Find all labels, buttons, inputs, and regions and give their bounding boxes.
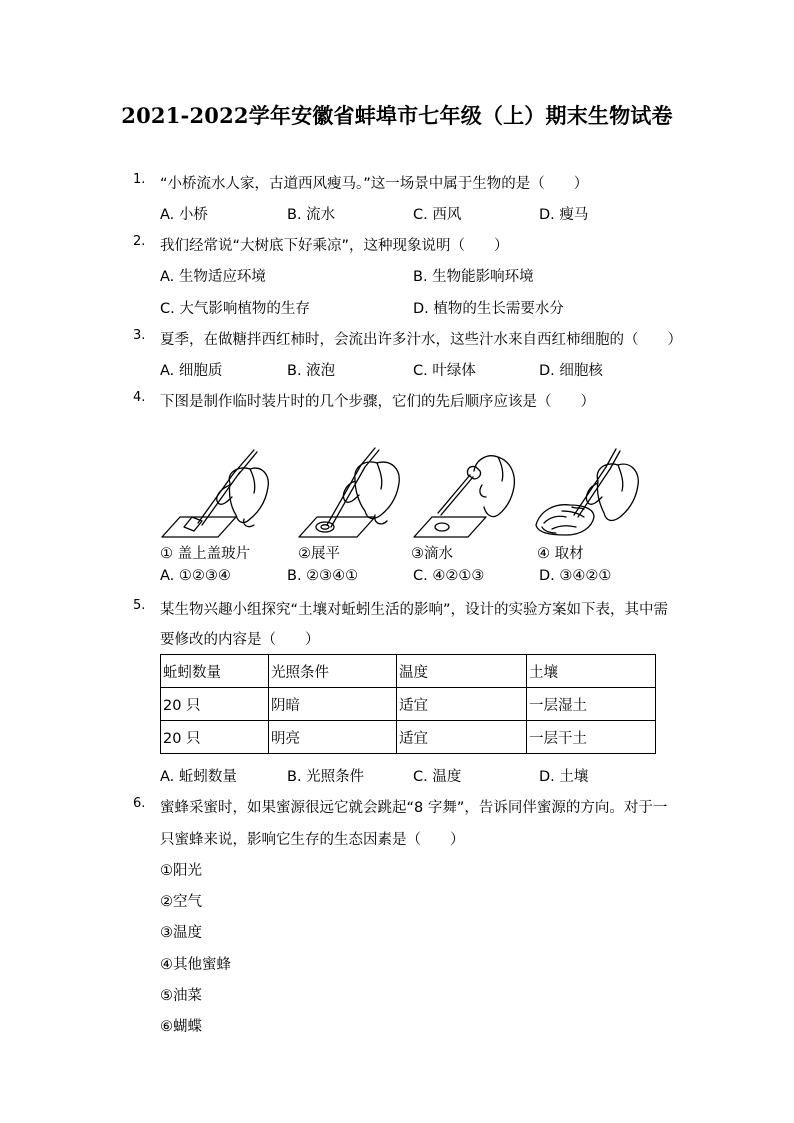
question-number: 1. [133, 172, 146, 187]
option-a: A. 生物适应环境 [160, 269, 266, 285]
factor-item: ①阳光 [160, 863, 202, 879]
question-text: 夏季，在做糖拌西红柿时，会流出许多汁水，这些汁水来自西红柿细胞的（ ） [160, 332, 682, 348]
header-cell: 土壤 [527, 655, 656, 688]
option-d: D. 土壤 [539, 769, 589, 785]
question-text-line-2: 要修改的内容是（ ） [160, 632, 320, 648]
factor-item: ⑤油菜 [160, 988, 202, 1004]
header-cell: 光照条件 [269, 655, 397, 688]
option-d: D. ③④②① [539, 568, 612, 584]
option-a: A. 蚯蚓数量 [160, 769, 237, 785]
factor-item: ④其他蜜蜂 [160, 957, 231, 973]
table-cell: 20 只 [161, 721, 269, 754]
option-c: C. 大气影响植物的生存 [160, 301, 310, 317]
table-cell: 20 只 [161, 688, 269, 721]
option-c: C. 西风 [413, 207, 462, 223]
experiment-table [160, 654, 656, 754]
option-c: C. 温度 [413, 769, 462, 785]
question-number: 6. [133, 796, 146, 811]
option-a: A. ①②③④ [160, 568, 231, 584]
question-text-line-2: 只蜜蜂来说，影响它生存的生态因素是（ ） [160, 832, 465, 848]
table-cell: 一层干土 [527, 721, 656, 754]
water-drop-illustration [410, 445, 525, 540]
take-material-illustration [532, 445, 647, 540]
option-b: B. 流水 [287, 207, 336, 223]
question-text: “小桥流水人家，古道西风瘦马。”这一场景中属于生物的是（ ） [160, 176, 589, 192]
table-cell: 阴暗 [269, 688, 397, 721]
question-number: 3. [133, 328, 146, 343]
option-b: B. 液泡 [287, 363, 336, 379]
question-text: 我们经常说“大树底下好乘凉”，这种现象说明（ ） [160, 238, 509, 254]
option-b: B. 生物能影响环境 [413, 269, 534, 285]
table-cell: 适宜 [397, 721, 527, 754]
option-a: A. 小桥 [160, 207, 208, 223]
option-d: D. 瘦马 [539, 207, 589, 223]
question-text-line-1: 蜜蜂采蜜时，如果蜜源很远它就会跳起“8 字舞”，告诉同伴蜜源的方向。对于一 [160, 800, 668, 816]
option-d: D. 细胞核 [539, 363, 603, 379]
figure-caption-3: ③滴水 [411, 546, 453, 562]
table-cell: 明亮 [269, 721, 397, 754]
factor-item: ②空气 [160, 894, 202, 910]
flatten-illustration [295, 445, 410, 540]
question-number: 5. [133, 598, 146, 613]
option-a: A. 细胞质 [160, 363, 223, 379]
factor-item: ③温度 [160, 925, 202, 941]
table-row [161, 721, 656, 754]
question-number: 2. [133, 234, 146, 249]
figure-caption-1: ① 盖上盖玻片 [160, 546, 251, 562]
figure-caption-4: ④ 取材 [537, 546, 584, 562]
option-c: C. ④②①③ [413, 568, 485, 584]
option-b: B. ②③④① [287, 568, 359, 584]
figure-caption-2: ②展平 [298, 546, 340, 562]
header-cell: 蚯蚓数量 [161, 655, 269, 688]
page-title: 2021-2022学年安徽省蚌埠市七年级（上）期末生物试卷 [121, 103, 673, 128]
table-cell: 一层湿土 [527, 688, 656, 721]
question-number: 4. [133, 390, 146, 405]
table-row [161, 688, 656, 721]
factor-item: ⑥蝴蝶 [160, 1019, 202, 1035]
question-text: 下图是制作临时装片时的几个步骤，它们的先后顺序应该是（ ） [160, 394, 595, 410]
option-b: B. 光照条件 [287, 769, 365, 785]
table-cell: 适宜 [397, 688, 527, 721]
table-header-row [161, 655, 656, 688]
option-d: D. 植物的生长需要水分 [413, 301, 564, 317]
question-text-line-1: 某生物兴趣小组探究“土壤对蚯蚓生活的影响”，设计的实验方案如下表，其中需 [160, 602, 669, 618]
option-c: C. 叶绿体 [413, 363, 476, 379]
header-cell: 温度 [397, 655, 527, 688]
cover-slip-illustration [158, 445, 273, 540]
